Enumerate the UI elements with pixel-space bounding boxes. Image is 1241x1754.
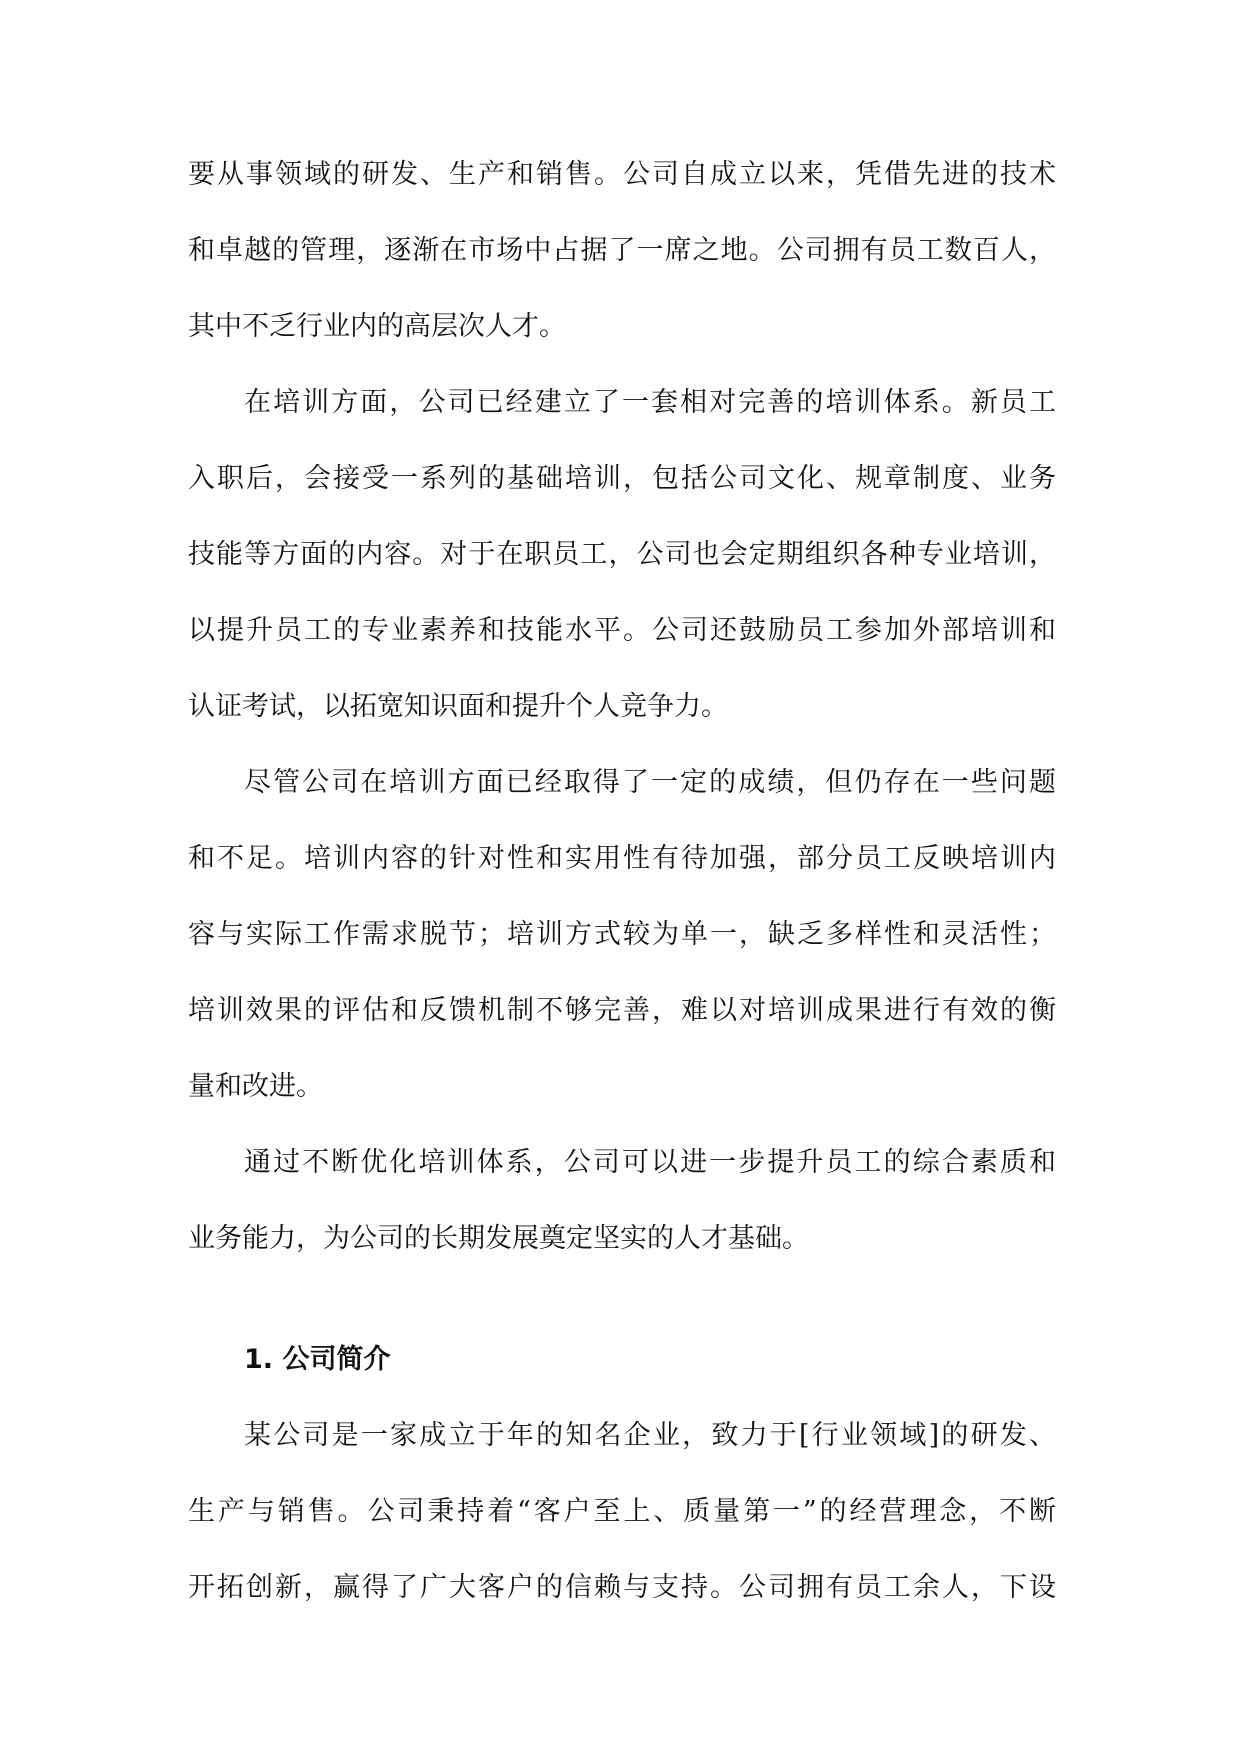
paragraph bbox=[188, 745, 1056, 1125]
text-line: 尽管公司在培训方面已经取得了一定的成绩，但仍存在一些问题 bbox=[244, 767, 1056, 798]
text-line: 在培训方面，公司已经建立了一套相对完善的培训体系。新员工 bbox=[244, 387, 1056, 418]
text-line: 开拓创新，赢得了广大客户的信赖与支持。公司拥有员工余人，下设 bbox=[188, 1572, 1056, 1603]
text-line: 以提升员工的专业素养和技能水平。公司还鼓励员工参加外部培训和 bbox=[188, 615, 1056, 646]
text-line: 技能等方面的内容。对于在职员工，公司也会定期组织各种专业培训， bbox=[188, 539, 1056, 570]
text-line: 认证考试，以拓宽知识面和提升个人竞争力。 bbox=[188, 691, 728, 722]
text-line: 要从事领域的研发、生产和销售。公司自成立以来，凭借先进的技术 bbox=[188, 159, 1056, 190]
text-line: 生产与销售。公司秉持着“客户至上、质量第一”的经营理念，不断 bbox=[188, 1496, 1056, 1527]
section-heading: 1. 公司简介 bbox=[244, 1344, 391, 1375]
text-line: 容与实际工作需求脱节；培训方式较为单一，缺乏多样性和灵活性； bbox=[188, 919, 1056, 950]
paragraph bbox=[188, 137, 1056, 365]
text-line: 和不足。培训内容的针对性和实用性有待加强，部分员工反映培训内 bbox=[188, 843, 1056, 874]
spacer bbox=[188, 1277, 1056, 1322]
text-line: 某公司是一家成立于年的知名企业，致力于[行业领域]的研发、 bbox=[244, 1420, 1056, 1451]
text-line: 通过不断优化培训体系，公司可以进一步提升员工的综合素质和 bbox=[244, 1147, 1056, 1178]
text-line: 其中不乏行业内的高层次人才。 bbox=[188, 311, 566, 342]
text-line: 培训效果的评估和反馈机制不够完善，难以对培训成果进行有效的衡 bbox=[188, 995, 1056, 1026]
text-line: 量和改进。 bbox=[188, 1071, 323, 1102]
document-body bbox=[188, 137, 1056, 1626]
text-line: 入职后，会接受一系列的基础培训，包括公司文化、规章制度、业务 bbox=[188, 463, 1056, 494]
text-line: 业务能力，为公司的长期发展奠定坚实的人才基础。 bbox=[188, 1223, 809, 1254]
paragraph bbox=[188, 1125, 1056, 1277]
text-line: 和卓越的管理，逐渐在市场中占据了一席之地。公司拥有员工数百人， bbox=[188, 235, 1056, 266]
paragraph bbox=[188, 365, 1056, 745]
paragraph bbox=[188, 1398, 1056, 1626]
